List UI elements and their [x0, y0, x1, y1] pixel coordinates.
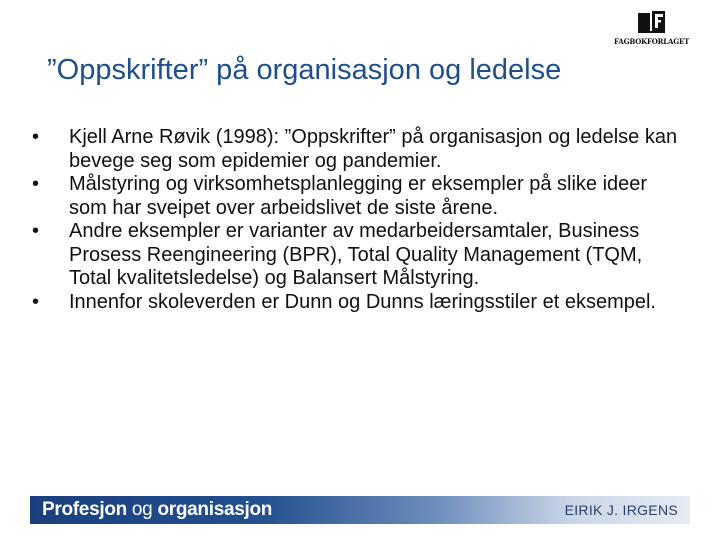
bullet-marker: • — [32, 290, 40, 313]
bullet-list — [32, 126, 682, 314]
footer-title-word-organisasjon: organisasjon — [157, 499, 273, 520]
bullet-text: Innenfor skoleverden er Dunn og Dunns læringsstiler et eksempel. — [69, 290, 656, 313]
footer-author: EIRIK J. IRGENS — [564, 502, 678, 518]
bullet-marker: • — [32, 173, 40, 195]
footer-book-title — [42, 499, 272, 521]
bullet-marker: • — [32, 126, 40, 148]
book-logo-icon — [638, 10, 666, 34]
footer-title-word-og: og — [126, 499, 158, 520]
bullet-item — [32, 220, 682, 291]
bullet-text: Målstyring og virksomhetsplanlegging er eksempler på slike ideer som har sveipet over arbeidslivet de siste årene. — [69, 173, 648, 219]
bullet-item — [32, 173, 682, 220]
bullet-marker: • — [32, 220, 40, 242]
slide-title: ”Oppskrifter” på organisasjon og ledelse — [47, 54, 562, 86]
publisher-logo — [614, 10, 688, 50]
bullet-item — [32, 126, 682, 173]
bullet-text: Kjell Arne Røvik (1998): ”Oppskrifter” på organisasjon og ledelse kan bevege seg som epidemier og pandemier. — [69, 126, 678, 172]
bullet-text: Andre eksempler er varianter av medarbeidersamtaler, Business Prosess Reengineering (BPR), Total Quality Management (TQM, Total kvalitetsledelse) og Balansert Målstyring. — [69, 220, 643, 289]
bullet-item — [32, 291, 682, 315]
publisher-logo-text: FAGBOKFORLAGET — [614, 37, 690, 46]
footer-banner — [30, 496, 690, 524]
footer-title-word-profesjon: Profesjon — [42, 499, 127, 520]
